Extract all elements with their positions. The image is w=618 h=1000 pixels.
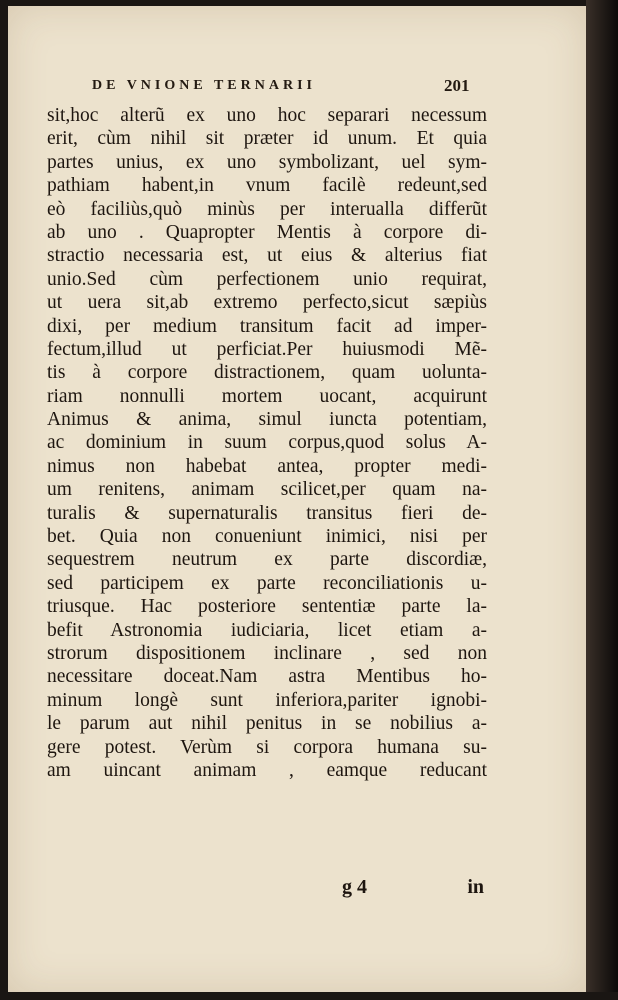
text-line: eò faciliùs,quò minùs per interualla differũt [47, 198, 487, 220]
text-line: sed participem ex parte reconciliationis u- [47, 572, 487, 594]
text-line: necessitare doceat.Nam astra Mentibus ho- [47, 666, 487, 688]
text-line: Animus & anima, simul iuncta potentiam, [47, 409, 487, 431]
text-line: ut uera sit,ab extremo perfecto,sicut sæpiùs [47, 292, 487, 314]
text-line: sit,hoc alterũ ex uno hoc separari necessum [47, 105, 487, 126]
text-line: erit, cùm nihil sit præter id unum. Et quia [47, 128, 487, 150]
page-edge-shadow [586, 0, 618, 1000]
text-line: sequestrem neutrum ex parte discordiæ, [47, 549, 487, 571]
text-line: fectum,illud ut perficiat.Per huiusmodi Mẽ- [47, 338, 487, 360]
text-line: pathiam habent,in vnum facilè redeunt,sed [47, 175, 487, 197]
text-line: strorum dispositionem inclinare , sed non [47, 642, 487, 664]
text-line: stractio necessaria est, ut eius & alterius fiat [47, 245, 487, 267]
text-line: turalis & supernaturalis transitus fieri de- [47, 502, 487, 524]
signature-mark: g 4 [342, 876, 367, 898]
catchword: in [467, 876, 484, 898]
text-line: gere potest. Verùm si corpora humana su- [47, 736, 487, 758]
page-number: 201 [444, 76, 470, 95]
text-line: ac dominium in suum corpus,quod solus A- [47, 432, 487, 454]
running-title: DE VNIONE TERNARII [92, 78, 316, 93]
text-line: minum longè sunt inferiora,pariter ignobi- [47, 689, 487, 711]
text-line: dixi, per medium transitum facit ad imper- [47, 315, 487, 337]
text-line: partes unius, ex uno symbolizant, uel sym- [47, 151, 487, 173]
text-line: befit Astronomia iudiciaria, licet etiam a- [47, 619, 487, 641]
running-head [80, 74, 480, 100]
text-line: riam nonnulli mortem uocant, acquirunt [47, 385, 487, 407]
text-line: um renitens, animam scilicet,per quam na- [47, 479, 487, 501]
body-text [47, 104, 487, 782]
text-line: nimus non habebat antea, propter medi- [47, 455, 487, 477]
text-line: am uincant animam , eamque reducant [47, 759, 487, 781]
text-line: tis à corpore distractionem, quam uolunta- [47, 362, 487, 384]
text-line: ab uno . Quapropter Mentis à corpore di- [47, 221, 487, 243]
text-line: unio.Sed cùm perfectionem unio requirat, [47, 268, 487, 290]
page-bottom-edge [0, 992, 618, 1000]
catchwords-line [340, 876, 486, 904]
text-line: le parum aut nihil penitus in se nobilius a- [47, 713, 487, 735]
text-line: bet. Quia non conueniunt inimici, nisi per [47, 526, 487, 548]
text-line: triusque. Hac posteriore sententiæ parte la- [47, 596, 487, 618]
